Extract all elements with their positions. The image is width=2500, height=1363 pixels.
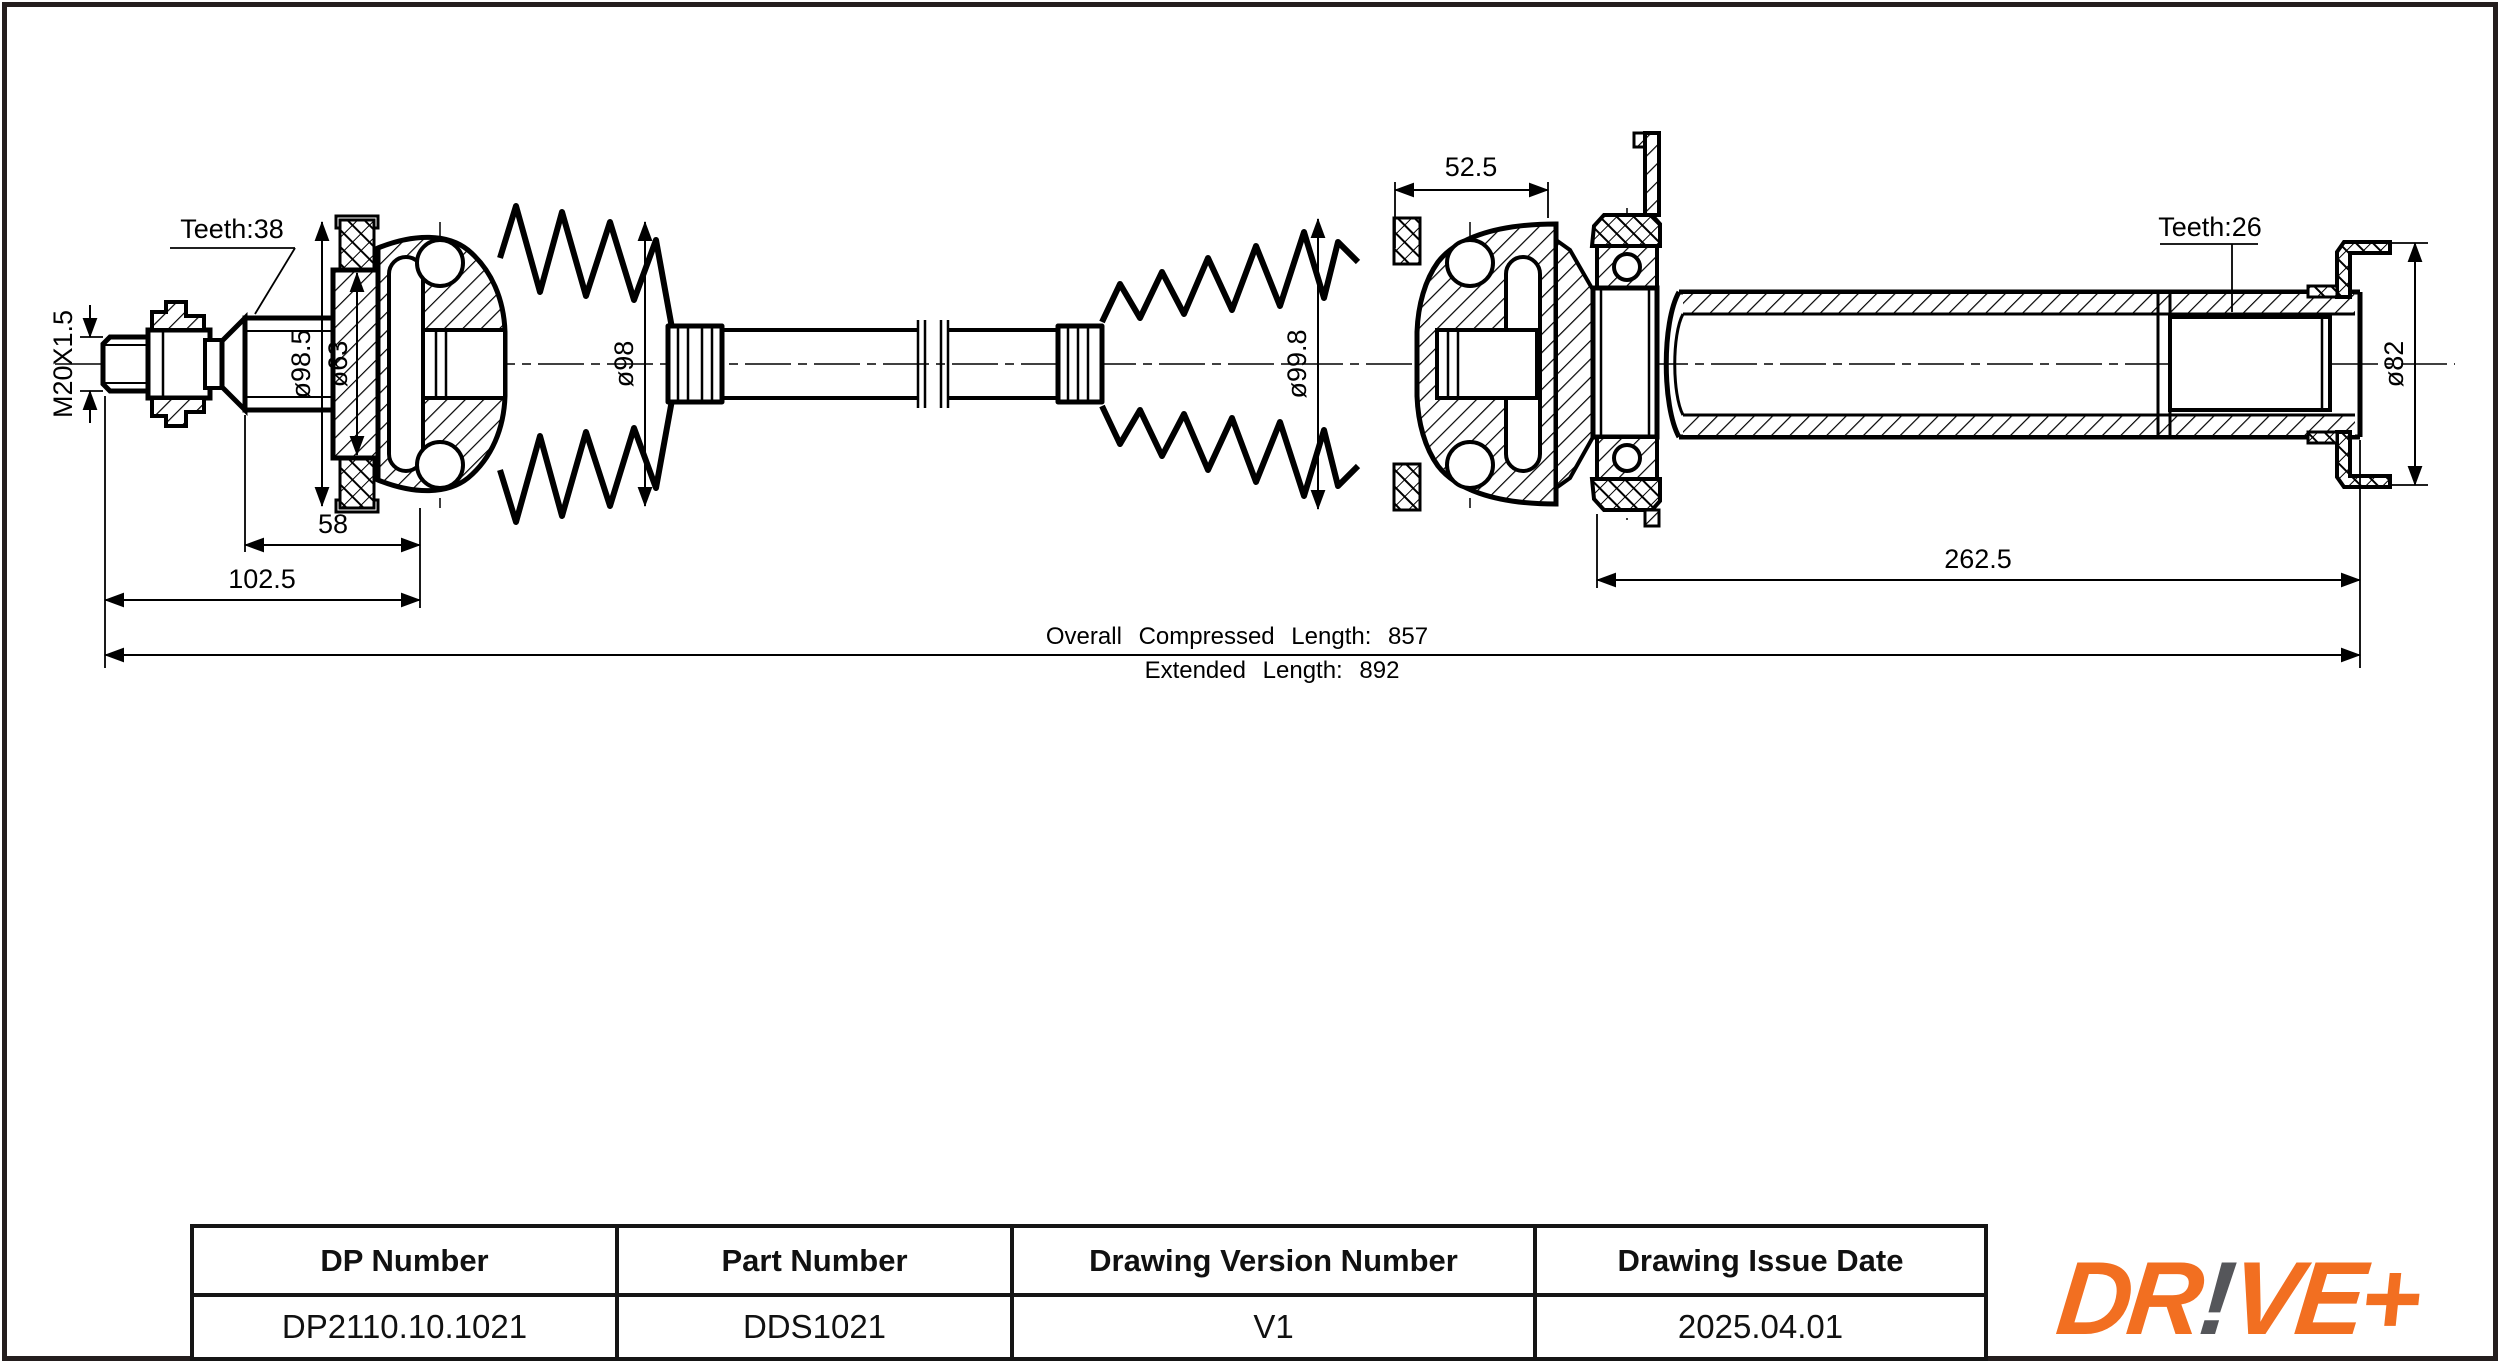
drawing-issue-date-value: 2025.04.01 — [1535, 1295, 1986, 1359]
logo-text-dr: DR — [2051, 1240, 2205, 1357]
label-dia-99-8: ø99.8 — [1282, 329, 1312, 399]
label-dia-98: ø98 — [609, 340, 639, 388]
title-block — [190, 1224, 1988, 1361]
drive-plus-logo — [1986, 1240, 2488, 1357]
center-bearing-assembly — [1592, 133, 1660, 526]
dp-number-value: DP2110.10.1021 — [192, 1295, 617, 1359]
logo-text-ve-plus: VE+ — [2225, 1240, 2423, 1357]
label-dia-63: ø63 — [323, 340, 353, 388]
label-teeth-left: Teeth:38 — [180, 214, 284, 244]
label-teeth-right: Teeth:26 — [2158, 212, 2262, 242]
label-overall-compressed: Overall Compressed Length: 857 — [1045, 623, 1429, 650]
title-block-value-row — [192, 1295, 1986, 1359]
drawing-issue-date-header: Drawing Issue Date — [1535, 1226, 1986, 1295]
inner-cv-joint — [1394, 218, 1593, 510]
outer-cv-joint — [333, 216, 505, 512]
threaded-stub — [103, 337, 148, 391]
label-dim-58: 58 — [317, 509, 349, 539]
label-dia-98-5: ø98.5 — [286, 329, 316, 399]
label-dim-52-5: 52.5 — [1444, 152, 1498, 182]
drawing-version-header: Drawing Version Number — [1012, 1226, 1535, 1295]
label-dim-102-5: 102.5 — [228, 564, 296, 594]
label-dim-262-5: 262.5 — [1944, 544, 2012, 574]
label-dia-82: ø82 — [2379, 340, 2409, 388]
locknut-washer — [148, 302, 210, 426]
part-number-value: DDS1021 — [617, 1295, 1012, 1359]
drawing-version-value: V1 — [1012, 1295, 1535, 1359]
label-extended-length: Extended Length: 892 — [1144, 657, 1400, 684]
label-thread-spec: M20X1.5 — [48, 309, 78, 419]
dp-number-header: DP Number — [192, 1226, 617, 1295]
title-block-header-row — [192, 1226, 1986, 1295]
logo-exclamation: ! — [2194, 1240, 2236, 1357]
part-number-header: Part Number — [617, 1226, 1012, 1295]
